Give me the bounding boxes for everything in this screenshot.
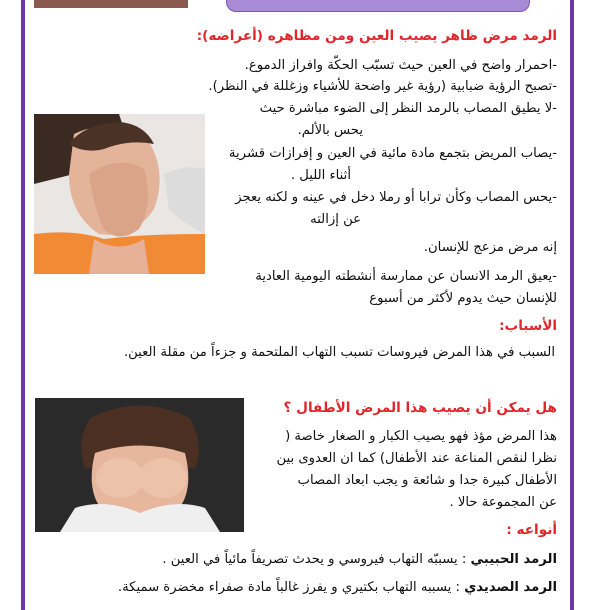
symptom-line: -يعيق الرمد الانسان عن ممارسة أنشطته اليومية العادية (255, 269, 557, 284)
symptom-line: للإنسان حيث يدوم لأكثر من أسبوع (369, 291, 557, 306)
children-line: نظرا لنقص المناعة عند الأطفال) كما ان العدوى بين (276, 451, 557, 466)
type-desc: : يسببّه التهاب فيروسي و يحدث تصريفاً مائياً في العين . (162, 552, 467, 567)
page-border-right (570, 0, 574, 610)
page-border-left (21, 0, 25, 610)
woman-rubbing-eye-photo (34, 114, 205, 274)
title-banner (226, 0, 530, 12)
symptom-line: -لا يطيق المصاب بالرمد النظر إلى الضوء مباشرة حيث (259, 101, 557, 116)
symptom-line: عن إزالته (310, 212, 361, 227)
type-item-sadidi (118, 578, 557, 597)
symptom-line: -يصاب المريض بتجمع مادة مائية في العين و إفرازات قشرية (228, 146, 557, 161)
child-rubbing-eyes-photo (35, 398, 244, 532)
causes-heading: الأسباب: (499, 318, 557, 334)
types-heading: أنواعه : (506, 522, 557, 538)
symptom-line: إنه مرض مزعج للإنسان. (423, 240, 557, 255)
type-name: الرمد الصديدي (464, 580, 557, 595)
top-image-fragment (34, 0, 188, 8)
type-desc: : يسببه التهاب بكتيري و يفرز غالباً مادة صفراء مخضرة سميكة. (117, 580, 460, 595)
symptom-line: يحس بالألم. (297, 123, 363, 138)
causes-text: السبب في هذا المرض فيروسات تسبب التهاب الملتحمة و جزءاً من مقلة العين. (123, 345, 555, 360)
symptom-line: -احمرار واضح في العين حيث تسبّب الحكّة وافراز الدموع. (244, 58, 557, 73)
symptom-line: أثناء الليل . (290, 168, 351, 183)
symptoms-heading: الرمد مرض ظاهر يصيب العين ومن مظاهره (أعراضه): (196, 28, 557, 44)
children-line: الأطفال كبيرة جدا و شائعة و يجب ابعاد المصاب (297, 473, 557, 488)
symptom-line: -تصبح الرؤية ضبابية (رؤية غير واضحة للأشياء وزغللة في النظر). (208, 79, 557, 94)
children-line: عن المجموعة حالا . (449, 495, 557, 510)
type-item-habibi (162, 550, 557, 569)
type-name: الرمد الحبيبي (470, 552, 557, 567)
children-heading: هل يمكن أن يصيب هذا المرض الأطفال ؟ (283, 400, 557, 416)
symptom-line: -يحس المصاب وكأن ترابا أو رملا دخل في عينه و لكنه يعجز (235, 190, 557, 205)
children-line: هذا المرض مؤذ فهو يصيب الكبار و الصغار خاصة ( (285, 429, 557, 444)
